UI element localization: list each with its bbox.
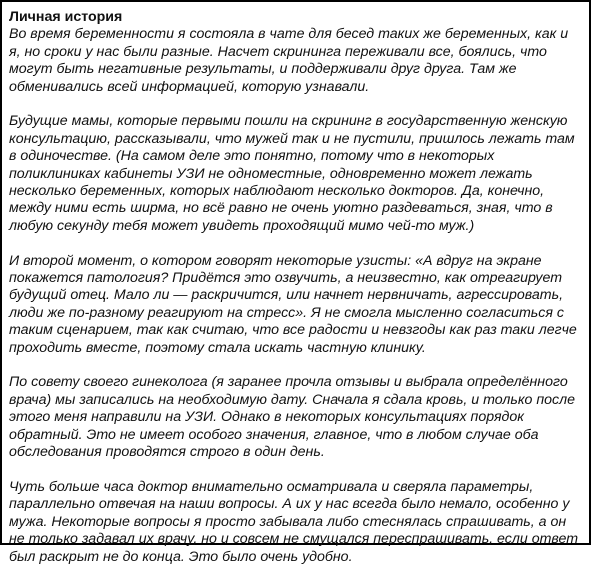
story-paragraph-5: Чуть больше часа доктор внимательно осматривала и сверяла параметры, параллельно отвечая на наши вопросы. А их у нас всегда было немало, особенно у мужа. Некоторые вопросы я просто забывала либо стеснялась спрашивать, а он не только задавал их врачу, но и совсем не смущался переспрашивать, если ответ был раскрыт не до конца. Это было очень удобно.	[9, 478, 579, 565]
story-paragraph-4: По совету своего гинеколога (я заранее прочла отзывы и выбрала определённого врача) мы записались на необходимую дату. Сначала я сдала кровь, и только после этого меня направили на УЗИ. Однако в некоторых консультациях порядок обратный. Это не имеет особого значения, главное, что в любом случае оба обследования проводятся строго в один день.	[9, 374, 576, 461]
story-title: Личная история	[9, 9, 123, 25]
story-paragraph-1: Во время беременности я состояла в чате для бесед таких же беременных, как и я, но сроки у нас были разные. Насчет скрининга переживали все, боялись, что могут быть негативные результаты, и поддерживали друг друга. Там же обменивались всей информацией, которую узнавали.	[9, 26, 569, 95]
story-paragraph-2: Будущие мамы, которые первыми пошли на скрининг в государственную женскую консультацию, рассказывали, что мужей так и не пустили, пришлось лежать там в одиночестве. (На самом деле это понятно, потому что в некоторых поликлиниках кабинеты УЗИ не одноместные, одновременно может лежать несколько беременных, которых наблюдают несколько докторов. Да, конечно, между ними есть ширма, но всё равно не очень уютно раздеваться, зная, что в любую секунду тебя может увидеть проходящий мимо чей-то муж.)	[9, 113, 575, 234]
story-paragraph-3: И второй момент, о котором говорят некоторые узисты: «А вдруг на экране покажется патология? Придётся это озвучить, а неизвестно, как отреагирует будущий отец. Мало ли — раскричится, или начнет нервничать, агрессировать, люди же по-разному реагируют на стресс». Я не смогла мысленно согласиться с таким сценарием, так как считаю, что все радости и невзгоды как раз таки легче проходить вместе, поэтому стала искать частную клинику.	[9, 252, 577, 356]
